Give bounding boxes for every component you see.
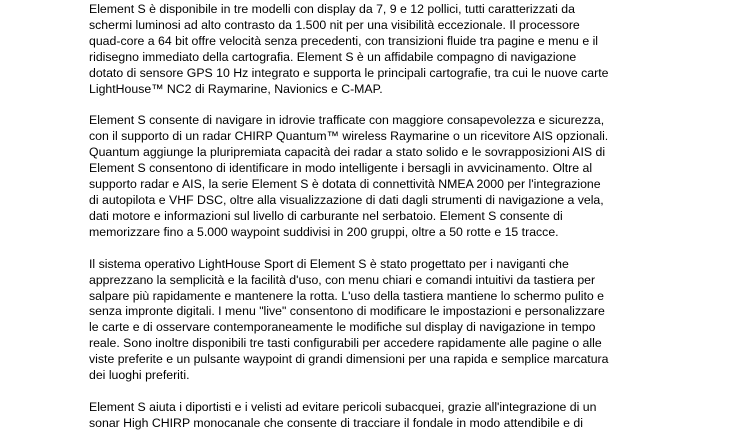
text-line: sonar High CHIRP monocanale che consente di tracciare il fondale in modo attendibile e di [89,415,583,430]
text-line: le carte e di osservare contemporaneamente le modifiche sul display di navigazione in tempo [89,320,596,335]
text-line: ridisegno immediato della cartografia. Element S è un affidabile compagno di navigazione [89,49,577,64]
text-line: con il supporto di un radar CHIRP Quantum™ wireless Raymarine o un ricevitore AIS opzionali. [89,129,609,144]
document-body [89,2,669,448]
text-line: Element S consentono di identificare in modo intelligente i bersagli in avvicinamento. Oltre al [89,161,593,176]
text-line: reale. Sono inoltre disponibili tre tasti configurabili per accedere rapidamente alle pagine o alle [89,336,602,351]
text-line: supporto radar e AIS, la serie Element S è dotata di connettività NMEA 2000 per l'integrazione [89,177,601,192]
text-line: quad-core a 64 bit offre velocità senza precedenti, con transizioni fluide tra pagine e menu e il [89,33,599,48]
text-line: Element S aiuta i diportisti e i velisti ad evitare pericoli subacquei, grazie all'integrazione di un [89,399,597,414]
text-line: Il sistema operativo LightHouse Sport di Element S è stato progettato per i naviganti che [89,256,569,271]
text-line: dotato di sensore GPS 10 Hz integrato e supporta le principali cartografie, tra cui le nuove carte [89,65,609,80]
text-line: apprezzano la semplicità e la facilità d'uso, con menu chiari e comandi intuitivi da tastiera per [89,272,596,287]
text-line: Element S è disponibile in tre modelli con display da 7, 9 e 12 pollici, tutti caratterizzati da [89,2,575,16]
text-line: salpare più rapidamente e mantenere la rotta. L'uso della tastiera mantiene lo schermo pulito e [89,288,605,303]
text-line: dati motore e informazioni sul livello di carburante nel serbatoio. Element S consente di [89,208,563,223]
paragraph-lighthouse-sport [89,257,669,384]
text-line: Quantum aggiunge la pluripremiata capacità dei radar a stato solido e le sovrapposizioni AIS di [89,145,606,160]
text-line: schermi luminosi ad alto contrasto da 1.500 nit per una visibilità eccezionale. Il processore [89,17,580,32]
text-line: Element S consente di navigare in idrovie trafficate con maggiore consapevolezza e sicurezza, [89,113,605,128]
text-line: viste preferite e un pulsante waypoint di grandi dimensioni per una rapida e semplice marcatura [89,352,609,367]
text-line: memorizzare fino a 5.000 waypoint suddivisi in 200 gruppi, oltre a 50 rotte e 15 tracce. [89,224,559,239]
text-line: di autopilota e VHF DSC, oltre alla visualizzazione di dati dagli strumenti di navigazione a vela, [89,192,604,207]
paragraph-overview [89,2,669,97]
text-line: senza impronte digitali. I menu "live" consentono di modificare le impostazioni e personalizzare [89,304,605,319]
paragraph-radar-ais [89,113,669,240]
text-line: dei luoghi preferiti. [89,368,190,383]
paragraph-sonar [89,400,669,432]
text-line: LightHouse™ NC2 di Raymarine, Navionics e C-MAP. [89,81,383,96]
